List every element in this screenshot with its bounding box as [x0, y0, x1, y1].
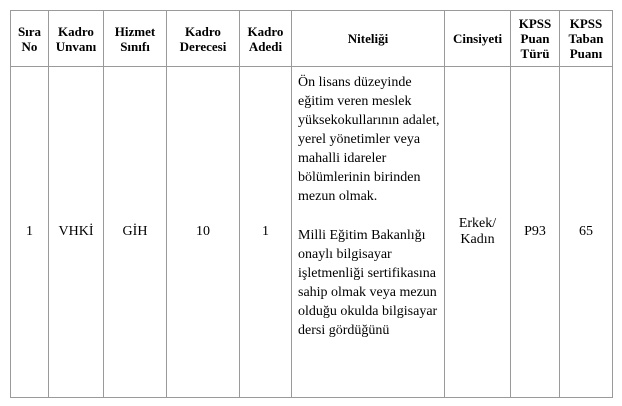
- header-cinsiyeti: Cinsiyeti: [445, 11, 511, 67]
- cell-niteligi: [292, 67, 445, 398]
- header-kadro-derecesi: Kadro Derecesi: [167, 11, 240, 67]
- header-kadro-adedi: Kadro Adedi: [240, 11, 292, 67]
- cell-kpss-taban-puani: 65: [560, 67, 613, 398]
- cell-cinsiyeti: Erkek/ Kadın: [445, 67, 511, 398]
- header-row: [11, 11, 613, 67]
- position-table: [10, 10, 613, 398]
- header-kadro-unvani: Kadro Unvanı: [49, 11, 104, 67]
- niteligi-paragraph-1: Ön lisans düzeyinde eğitim veren meslek yüksekokullarının adalet, yerel yönetimler veya mahalli idareler bölümlerinin birinden mezun olmak.: [298, 75, 440, 204]
- header-hizmet-sinifi: Hizmet Sınıfı: [104, 11, 167, 67]
- niteligi-paragraph-2: Milli Eğitim Bakanlığı onaylı bilgisayar işletmenliği sertifikasına sahip olmak veya mezun olduğu okulda bilgisayar dersi gördüğünü: [298, 228, 438, 338]
- paragraph-gap: [298, 206, 440, 226]
- cell-kpss-puan-turu: P93: [511, 67, 560, 398]
- header-sira-no: Sıra No: [11, 11, 49, 67]
- cell-kadro-derecesi: 10: [167, 67, 240, 398]
- cell-sira-no: 1: [11, 67, 49, 398]
- header-kpss-puan-turu: KPSS Puan Türü: [511, 11, 560, 67]
- cell-kadro-adedi: 1: [240, 67, 292, 398]
- table-row: [11, 67, 613, 398]
- header-kpss-taban-puani: KPSS Taban Puanı: [560, 11, 613, 67]
- cell-kadro-unvani: VHKİ: [49, 67, 104, 398]
- cell-hizmet-sinifi: GİH: [104, 67, 167, 398]
- header-niteligi: Niteliği: [292, 11, 445, 67]
